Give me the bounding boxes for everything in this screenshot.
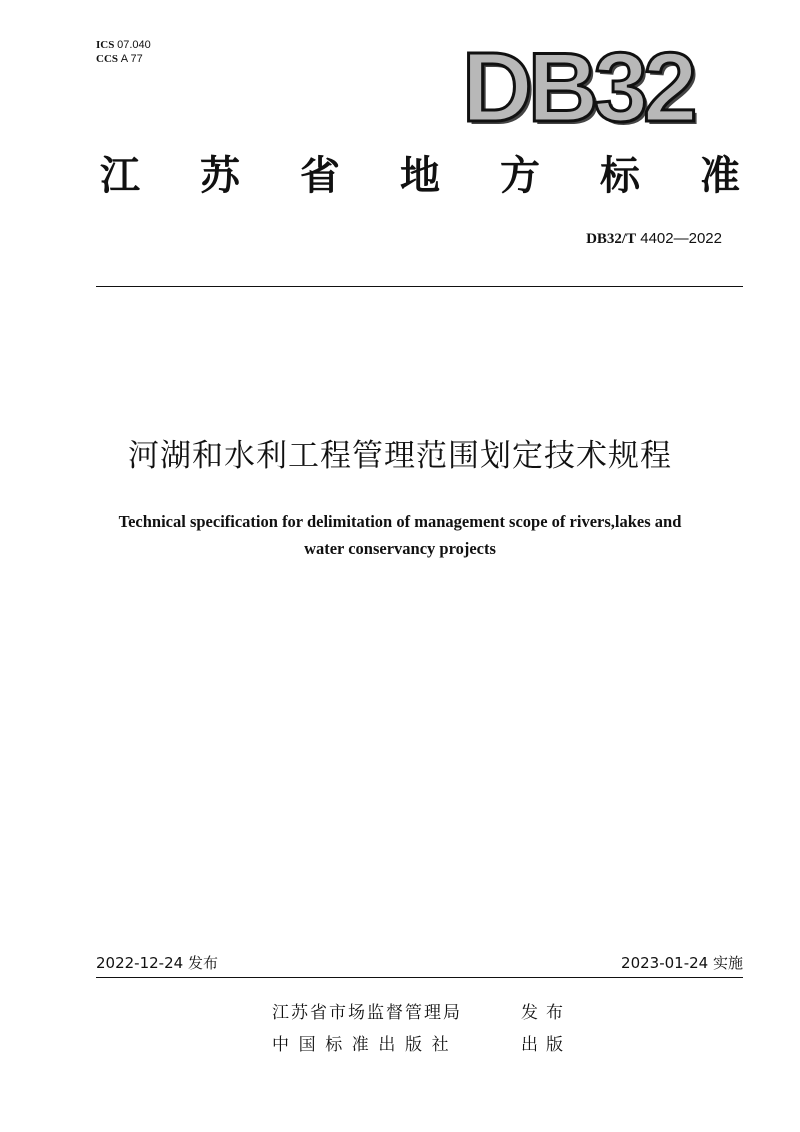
publish-date: 2022-12-24 发布 bbox=[96, 954, 218, 972]
issuer-authority: 江苏省市场监督管理局 bbox=[272, 1003, 462, 1023]
document-title-cn: 河湖和水利工程管理范围划定技术规程 bbox=[128, 438, 672, 474]
document-title-en-line: Technical specification for delimitation of management scope of rivers,lakes and bbox=[118, 512, 682, 531]
ics-value: 07.040 bbox=[117, 39, 151, 51]
standard-type-heading bbox=[100, 150, 740, 202]
classification-codes bbox=[96, 38, 151, 66]
footer-divider bbox=[96, 977, 743, 978]
header-divider bbox=[96, 286, 743, 287]
standard-type-char: 方 bbox=[500, 153, 540, 199]
document-title-en-line: water conservancy projects bbox=[304, 539, 496, 558]
standard-type-char: 标 bbox=[600, 153, 640, 199]
standard-type-char: 地 bbox=[400, 153, 440, 199]
standard-type-char: 准 bbox=[700, 153, 740, 199]
standard-number-prefix: DB32/T bbox=[586, 231, 637, 247]
issuer-authority-role: 发布 bbox=[521, 1003, 571, 1023]
standard-number bbox=[586, 229, 722, 249]
document-title-en bbox=[80, 508, 720, 562]
standard-type-char: 苏 bbox=[200, 153, 240, 199]
standard-type-char: 省 bbox=[300, 153, 340, 199]
ccs-line bbox=[96, 52, 151, 66]
ics-label: ICS bbox=[96, 39, 115, 51]
ics-line bbox=[96, 38, 151, 52]
standard-number-value: 4402—2022 bbox=[640, 230, 722, 247]
ccs-value: A 77 bbox=[120, 53, 143, 65]
ccs-label: CCS bbox=[96, 53, 119, 65]
db32-logo: DB32 bbox=[462, 32, 693, 142]
issuer-publisher-role: 出版 bbox=[521, 1035, 571, 1055]
standard-type-char: 江 bbox=[100, 153, 140, 199]
issuer-publisher: 中国标准出版社 bbox=[272, 1035, 459, 1055]
implement-date: 2023-01-24 实施 bbox=[621, 954, 743, 972]
